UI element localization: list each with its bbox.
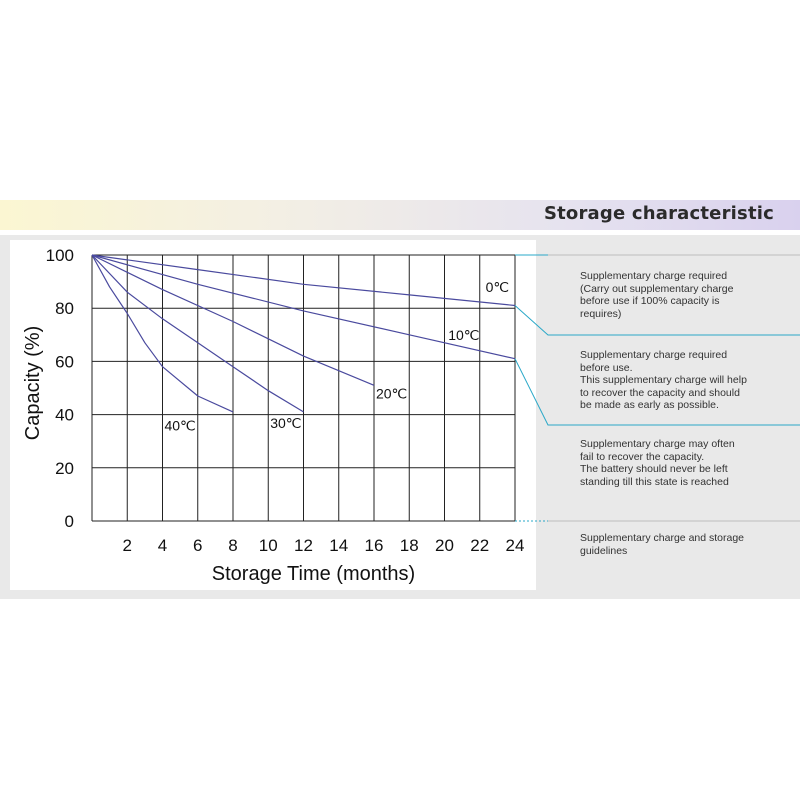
x-tick-label: 22: [470, 536, 490, 555]
series-label-4: 40℃: [164, 417, 196, 434]
note-1: Supplementary charge required before use. This supplementary charge will help to recover the capacity and should be made as early as possible.: [580, 349, 747, 411]
y-tick-label: 20: [55, 458, 74, 478]
x-tick-label: 2: [122, 536, 132, 555]
series-label-3: 30℃: [270, 414, 302, 431]
page-title: Storage characteristic: [543, 203, 774, 224]
x-tick-label: 12: [294, 536, 313, 555]
x-tick-label: 20: [435, 536, 454, 555]
x-tick-label: 18: [399, 536, 419, 555]
x-tick-label: 14: [329, 536, 349, 555]
series-label-0: 0℃: [485, 279, 510, 296]
y-tick-label: 0: [64, 512, 74, 531]
note-2: Supplementary charge may often fail to recover the capacity. The battery should never be left standing till this state is reached: [580, 438, 735, 488]
y-axis-label: Capacity (%): [22, 325, 44, 441]
y-tick-label: 60: [55, 352, 74, 372]
series-label-1: 10℃: [448, 327, 480, 344]
x-tick-label: 24: [505, 536, 525, 555]
x-tick-label: 8: [228, 536, 238, 555]
note-3: Supplementary charge and storage guidelines: [580, 532, 745, 557]
series-label-2: 20℃: [375, 385, 408, 402]
y-tick-label: 100: [45, 246, 74, 265]
y-tick-label: 80: [55, 299, 74, 319]
x-tick-label: 4: [157, 536, 168, 555]
note-0: Supplementary charge required (Carry out supplementary charge before use if 100% capacity is requires): [580, 270, 734, 320]
x-tick-label: 6: [193, 536, 203, 555]
x-axis-label: Storage Time (months): [211, 563, 416, 585]
y-tick-label: 40: [55, 405, 74, 425]
x-tick-label: 16: [364, 536, 384, 555]
x-tick-label: 10: [258, 536, 278, 555]
